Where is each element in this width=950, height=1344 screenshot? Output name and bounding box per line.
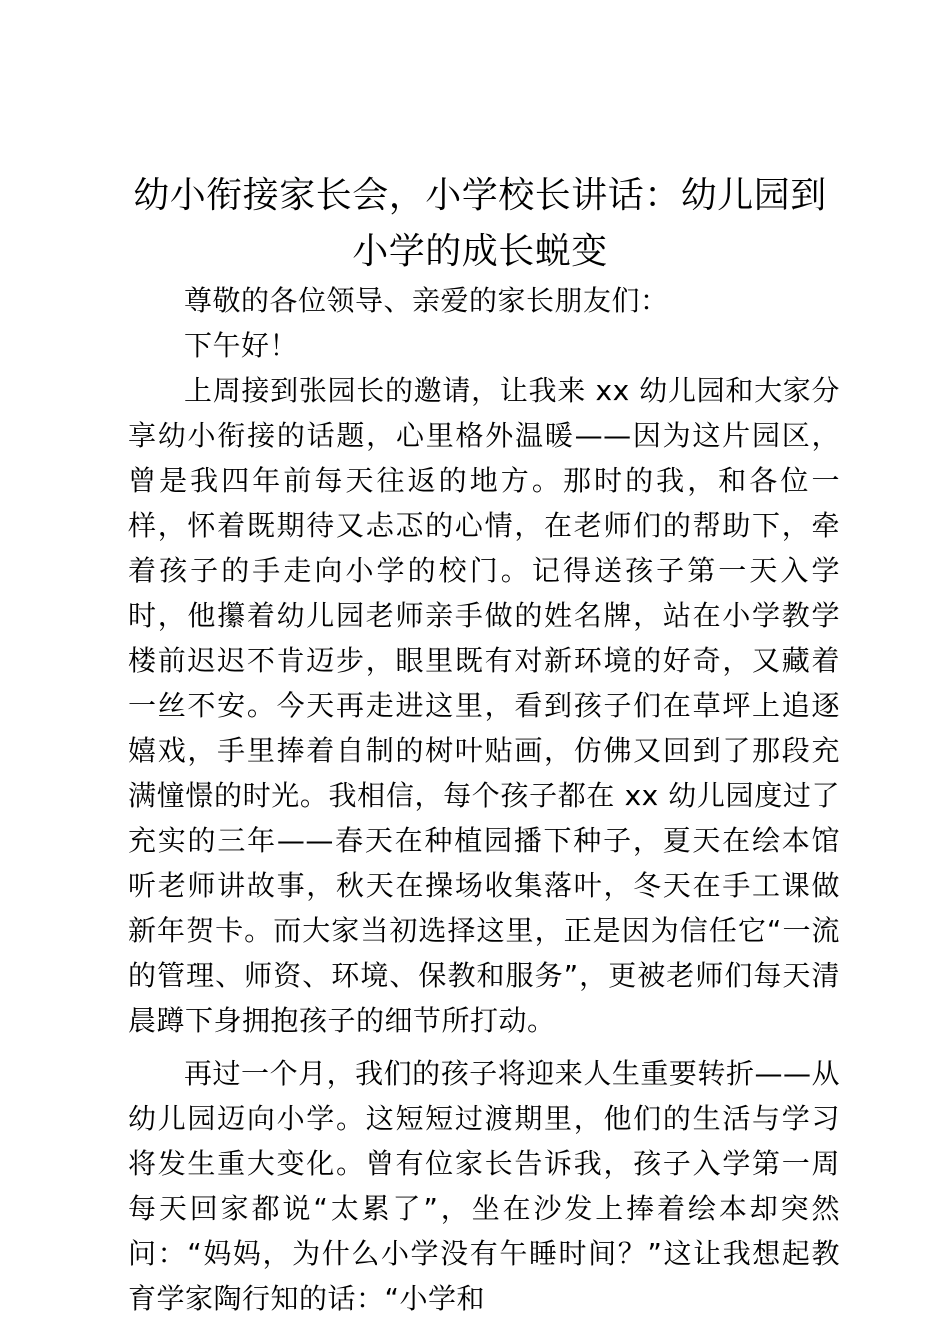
- paragraph-2: 再过一个月，我们的孩子将迎来人生重要转折——从幼儿园迈向小学。这短短过渡期里，他们的生活与学习将发生重大变化。曾有位家长告诉我，孩子入学第一周每天回家都说“太累了”，坐在沙发上捧着绘本却突然问：“妈妈，为什么小学没有午睡时间？”这让我想起教育学家陶行知的话：“小学和: [128, 1057, 840, 1315]
- document-title: 幼小衔接家长会，小学校长讲话：幼儿园到小学的成长蜕变: [133, 175, 827, 272]
- paragraph-1: 上周接到张园长的邀请，让我来 xx 幼儿园和大家分享幼小衔接的话题，心里格外温暖——因为这片园区，曾是我四年前每天往返的地方。那时的我，和各位一样，怀着既期待又忐忑的心情，在老师们的帮助下，牵着孩子的手走向小学的校门。记得送孩子第一天入学时，他攥着幼儿园老师亲手做的姓名牌，站在小学教学楼前迟迟不肯迈步，眼里既有对新环境的好奇，又藏着一丝不安。今天再走进这里，看到孩子们在草坪上追逐嬉戏，手里捧着自制的树叶贴画，仿佛又回到了那段充满憧憬的时光。我相信，每个孩子都在 xx 幼儿园度过了充实的三年——春天在种植园播下种子，夏天在绘本馆听老师讲故事，秋天在操场收集落叶，冬天在手工课做新年贺卡。而大家当初选择这里，正是因为信任它“一流的管理、师资、环境、保教和服务”，更被老师们每天清晨蹲下身拥抱孩子的细节所打动。: [128, 374, 840, 1037]
- document-body: [128, 278, 840, 1321]
- greeting-line: 尊敬的各位领导、亲爱的家长朋友们：: [184, 284, 669, 317]
- salutation-line: 下午好！: [184, 329, 299, 362]
